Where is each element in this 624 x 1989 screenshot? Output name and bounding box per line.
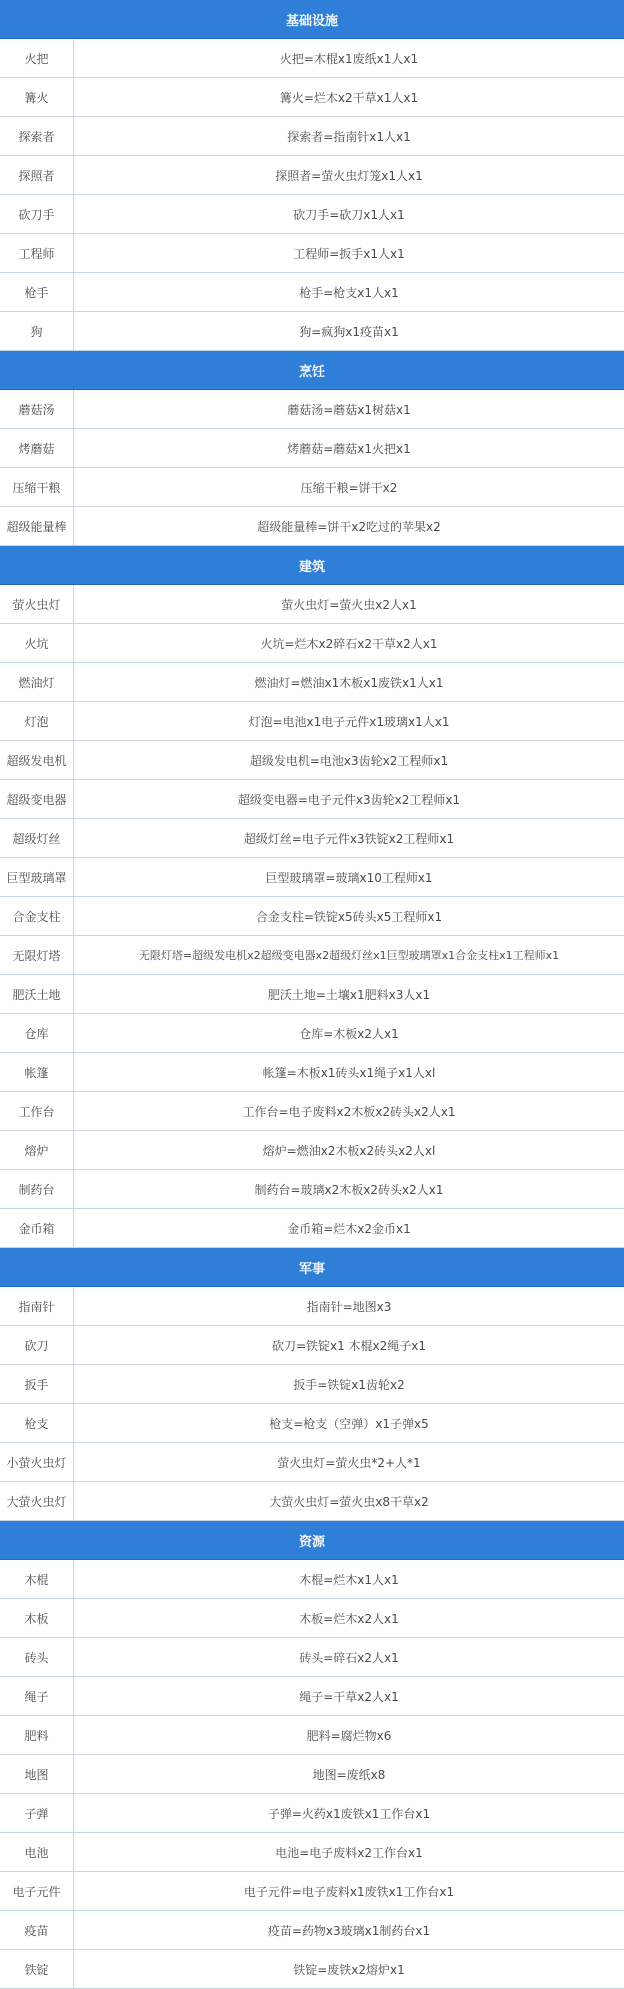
item-name-cell: 电池 (0, 1833, 74, 1871)
recipe-cell: 扳手=铁锭x1齿轮x2 (293, 1377, 405, 1392)
recipe-cell: 火把=木棍x1废纸x1人x1 (279, 51, 419, 66)
item-name-cell: 无限灯塔 (0, 936, 74, 974)
item-name-cell: 枪手 (0, 273, 74, 311)
recipe-cell: 指南针=地图x3 (306, 1299, 392, 1314)
table-row (0, 390, 624, 429)
table-row (0, 1911, 624, 1950)
recipe-cell: 砍刀=铁锭x1 木棍x2绳子x1 (271, 1338, 427, 1353)
item-name-cell: 砍刀 (0, 1326, 74, 1364)
table-row (0, 1677, 624, 1716)
table-row (0, 780, 624, 819)
item-name-cell: 肥料 (0, 1716, 74, 1754)
item-name-cell: 灯泡 (0, 702, 74, 740)
item-name-cell: 超级能量棒 (0, 507, 74, 545)
recipe-cell: 绳子=干草x2人x1 (299, 1689, 399, 1704)
item-name-cell: 帐篷 (0, 1053, 74, 1091)
item-name-cell: 仓库 (0, 1014, 74, 1052)
item-name-cell: 砍刀手 (0, 195, 74, 233)
table-row (0, 975, 624, 1014)
table-row (0, 1014, 624, 1053)
table-row (0, 1560, 624, 1599)
recipe-cell: 砖头=碎石x2人x1 (299, 1650, 399, 1665)
recipe-cell: 木棍=烂木x1人x1 (299, 1572, 399, 1587)
section-header: 军事 (0, 1248, 624, 1287)
recipe-cell: 枪支=枪支（空弹）x1子弹x5 (269, 1416, 429, 1431)
item-name-cell: 金币箱 (0, 1209, 74, 1247)
table-row (0, 39, 624, 78)
table-row (0, 585, 624, 624)
table-row (0, 1092, 624, 1131)
item-name-cell: 超级发电机 (0, 741, 74, 779)
recipe-cell: 探照者=萤火虫灯笼x1人x1 (275, 168, 423, 183)
table-row (0, 1755, 624, 1794)
item-name-cell: 超级灯丝 (0, 819, 74, 857)
item-name-cell: 萤火虫灯 (0, 585, 74, 623)
item-name-cell: 探索者 (0, 117, 74, 155)
recipe-cell: 蘑菇汤=蘑菇x1树菇x1 (287, 402, 411, 417)
table-row (0, 624, 624, 663)
item-name-cell: 狗 (0, 312, 74, 350)
item-name-cell: 合金支柱 (0, 897, 74, 935)
table-row (0, 1599, 624, 1638)
recipe-cell: 金币箱=烂木x2金币x1 (287, 1221, 411, 1236)
table-row (0, 273, 624, 312)
item-name-cell: 篝火 (0, 78, 74, 116)
table-row (0, 312, 624, 351)
table-row (0, 117, 624, 156)
item-name-cell: 砖头 (0, 1638, 74, 1676)
recipe-cell: 工作台=电子废料x2木板x2砖头x2人x1 (242, 1104, 456, 1119)
item-name-cell: 子弹 (0, 1794, 74, 1832)
recipe-cell: 合金支柱=铁锭x5砖头x5工程师x1 (255, 909, 443, 924)
table-row (0, 1287, 624, 1326)
item-name-cell: 火把 (0, 39, 74, 77)
table-row (0, 1950, 624, 1989)
item-name-cell: 压缩干粮 (0, 468, 74, 506)
section-header: 建筑 (0, 546, 624, 585)
item-name-cell: 地图 (0, 1755, 74, 1793)
item-name-cell: 工作台 (0, 1092, 74, 1130)
item-name-cell: 探照者 (0, 156, 74, 194)
table-row (0, 897, 624, 936)
table-row (0, 702, 624, 741)
recipe-cell: 压缩干粮=饼干x2 (300, 480, 398, 495)
recipe-cell: 超级灯丝=电子元件x3铁锭x2工程师x1 (243, 831, 455, 846)
table-row (0, 741, 624, 780)
item-name-cell: 大萤火虫灯 (0, 1482, 74, 1520)
recipe-cell: 萤火虫灯=萤火虫x2人x1 (281, 597, 417, 612)
item-name-cell: 电子元件 (0, 1872, 74, 1910)
item-name-cell: 铁锭 (0, 1950, 74, 1988)
recipe-cell: 电池=电子废料x2工作台x1 (275, 1845, 423, 1860)
table-row (0, 195, 624, 234)
recipe-cell: 火坑=烂木x2碎石x2干草x2人x1 (260, 636, 438, 651)
item-name-cell: 疫苗 (0, 1911, 74, 1949)
item-name-cell: 巨型玻璃罩 (0, 858, 74, 896)
table-row (0, 507, 624, 546)
item-name-cell: 燃油灯 (0, 663, 74, 701)
recipe-cell: 仓库=木板x2人x1 (299, 1026, 399, 1041)
table-row (0, 1833, 624, 1872)
recipe-cell: 超级发电机=电池x3齿轮x2工程师x1 (249, 753, 449, 768)
item-name-cell: 枪支 (0, 1404, 74, 1442)
item-name-cell: 熔炉 (0, 1131, 74, 1169)
table-row (0, 1794, 624, 1833)
item-name-cell: 工程师 (0, 234, 74, 272)
recipe-cell: 铁锭=废铁x2熔炉x1 (293, 1962, 405, 1977)
item-name-cell: 制药台 (0, 1170, 74, 1208)
table-row (0, 1170, 624, 1209)
recipe-cell: 狗=疯狗x1疫苗x1 (299, 324, 399, 339)
table-row (0, 1404, 624, 1443)
item-name-cell: 木板 (0, 1599, 74, 1637)
recipe-cell: 篝火=烂木x2干草x1人x1 (279, 90, 419, 105)
recipe-cell: 工程师=扳手x1人x1 (293, 246, 405, 261)
section-header: 烹饪 (0, 351, 624, 390)
table-row (0, 234, 624, 273)
table-row (0, 1365, 624, 1404)
recipe-cell: 烤蘑菇=蘑菇x1火把x1 (287, 441, 411, 456)
recipe-cell: 巨型玻璃罩=玻璃x10工程师x1 (265, 870, 433, 885)
recipe-cell: 电子元件=电子废料x1废铁x1工作台x1 (243, 1884, 455, 1899)
recipe-cell: 熔炉=燃油x2木板x2砖头x2人xl (262, 1143, 436, 1158)
item-name-cell: 超级变电器 (0, 780, 74, 818)
table-row (0, 1443, 624, 1482)
item-name-cell: 扳手 (0, 1365, 74, 1403)
recipe-cell: 大萤火虫灯=萤火虫x8干草x2 (269, 1494, 429, 1509)
section-header: 资源 (0, 1521, 624, 1560)
section-header: 基础设施 (0, 0, 624, 39)
recipe-cell: 砍刀手=砍刀x1人x1 (293, 207, 405, 222)
recipe-cell: 地图=废纸x8 (312, 1767, 386, 1782)
table-row (0, 936, 624, 975)
recipe-cell: 子弹=火药x1废铁x1工作台x1 (267, 1806, 431, 1821)
item-name-cell: 蘑菇汤 (0, 390, 74, 428)
recipe-cell: 枪手=枪支x1人x1 (299, 285, 399, 300)
item-name-cell: 小萤火虫灯 (0, 1443, 74, 1481)
recipe-cell: 木板=烂木x2人x1 (299, 1611, 399, 1626)
recipe-cell: 制药台=玻璃x2木板x2砖头x2人x1 (254, 1182, 444, 1197)
table-row (0, 1638, 624, 1677)
table-row (0, 1482, 624, 1521)
recipe-cell: 肥料=腐烂物x6 (306, 1728, 392, 1743)
recipe-cell: 无限灯塔=超级发电机x2超级变电器x2超级灯丝x1巨型玻璃罩x1合金支柱x1工程师x1 (138, 949, 560, 962)
table-row (0, 663, 624, 702)
table-row (0, 1131, 624, 1170)
table-row (0, 858, 624, 897)
recipe-cell: 帐篷=木板x1砖头x1绳子x1人xl (262, 1065, 436, 1080)
recipe-cell: 灯泡=电池x1电子元件x1玻璃x1人x1 (248, 714, 450, 729)
table-row (0, 1209, 624, 1248)
table-row (0, 78, 624, 117)
table-row (0, 819, 624, 858)
recipe-cell: 燃油灯=燃油x1木板x1废铁x1人x1 (254, 675, 444, 690)
table-row (0, 156, 624, 195)
table-row (0, 1872, 624, 1911)
item-name-cell: 指南针 (0, 1287, 74, 1325)
table-row (0, 1326, 624, 1365)
item-name-cell: 肥沃土地 (0, 975, 74, 1013)
item-name-cell: 火坑 (0, 624, 74, 662)
recipe-cell: 超级变电器=电子元件x3齿轮x2工程师x1 (237, 792, 461, 807)
item-name-cell: 烤蘑菇 (0, 429, 74, 467)
item-name-cell: 绳子 (0, 1677, 74, 1715)
table-row (0, 468, 624, 507)
recipe-cell: 超级能量棒=饼干x2吃过的苹果x2 (257, 519, 441, 534)
recipe-cell: 疫苗=药物x3玻璃x1制药台x1 (267, 1923, 431, 1938)
recipe-cell: 肥沃土地=土壤x1肥料x3人x1 (267, 987, 431, 1002)
table-row (0, 1053, 624, 1092)
item-name-cell: 木棍 (0, 1560, 74, 1598)
recipe-cell: 探索者=指南针x1人x1 (287, 129, 411, 144)
recipe-cell: 萤火虫灯=萤火虫*2+人*1 (277, 1455, 421, 1470)
table-row (0, 1716, 624, 1755)
table-row (0, 429, 624, 468)
